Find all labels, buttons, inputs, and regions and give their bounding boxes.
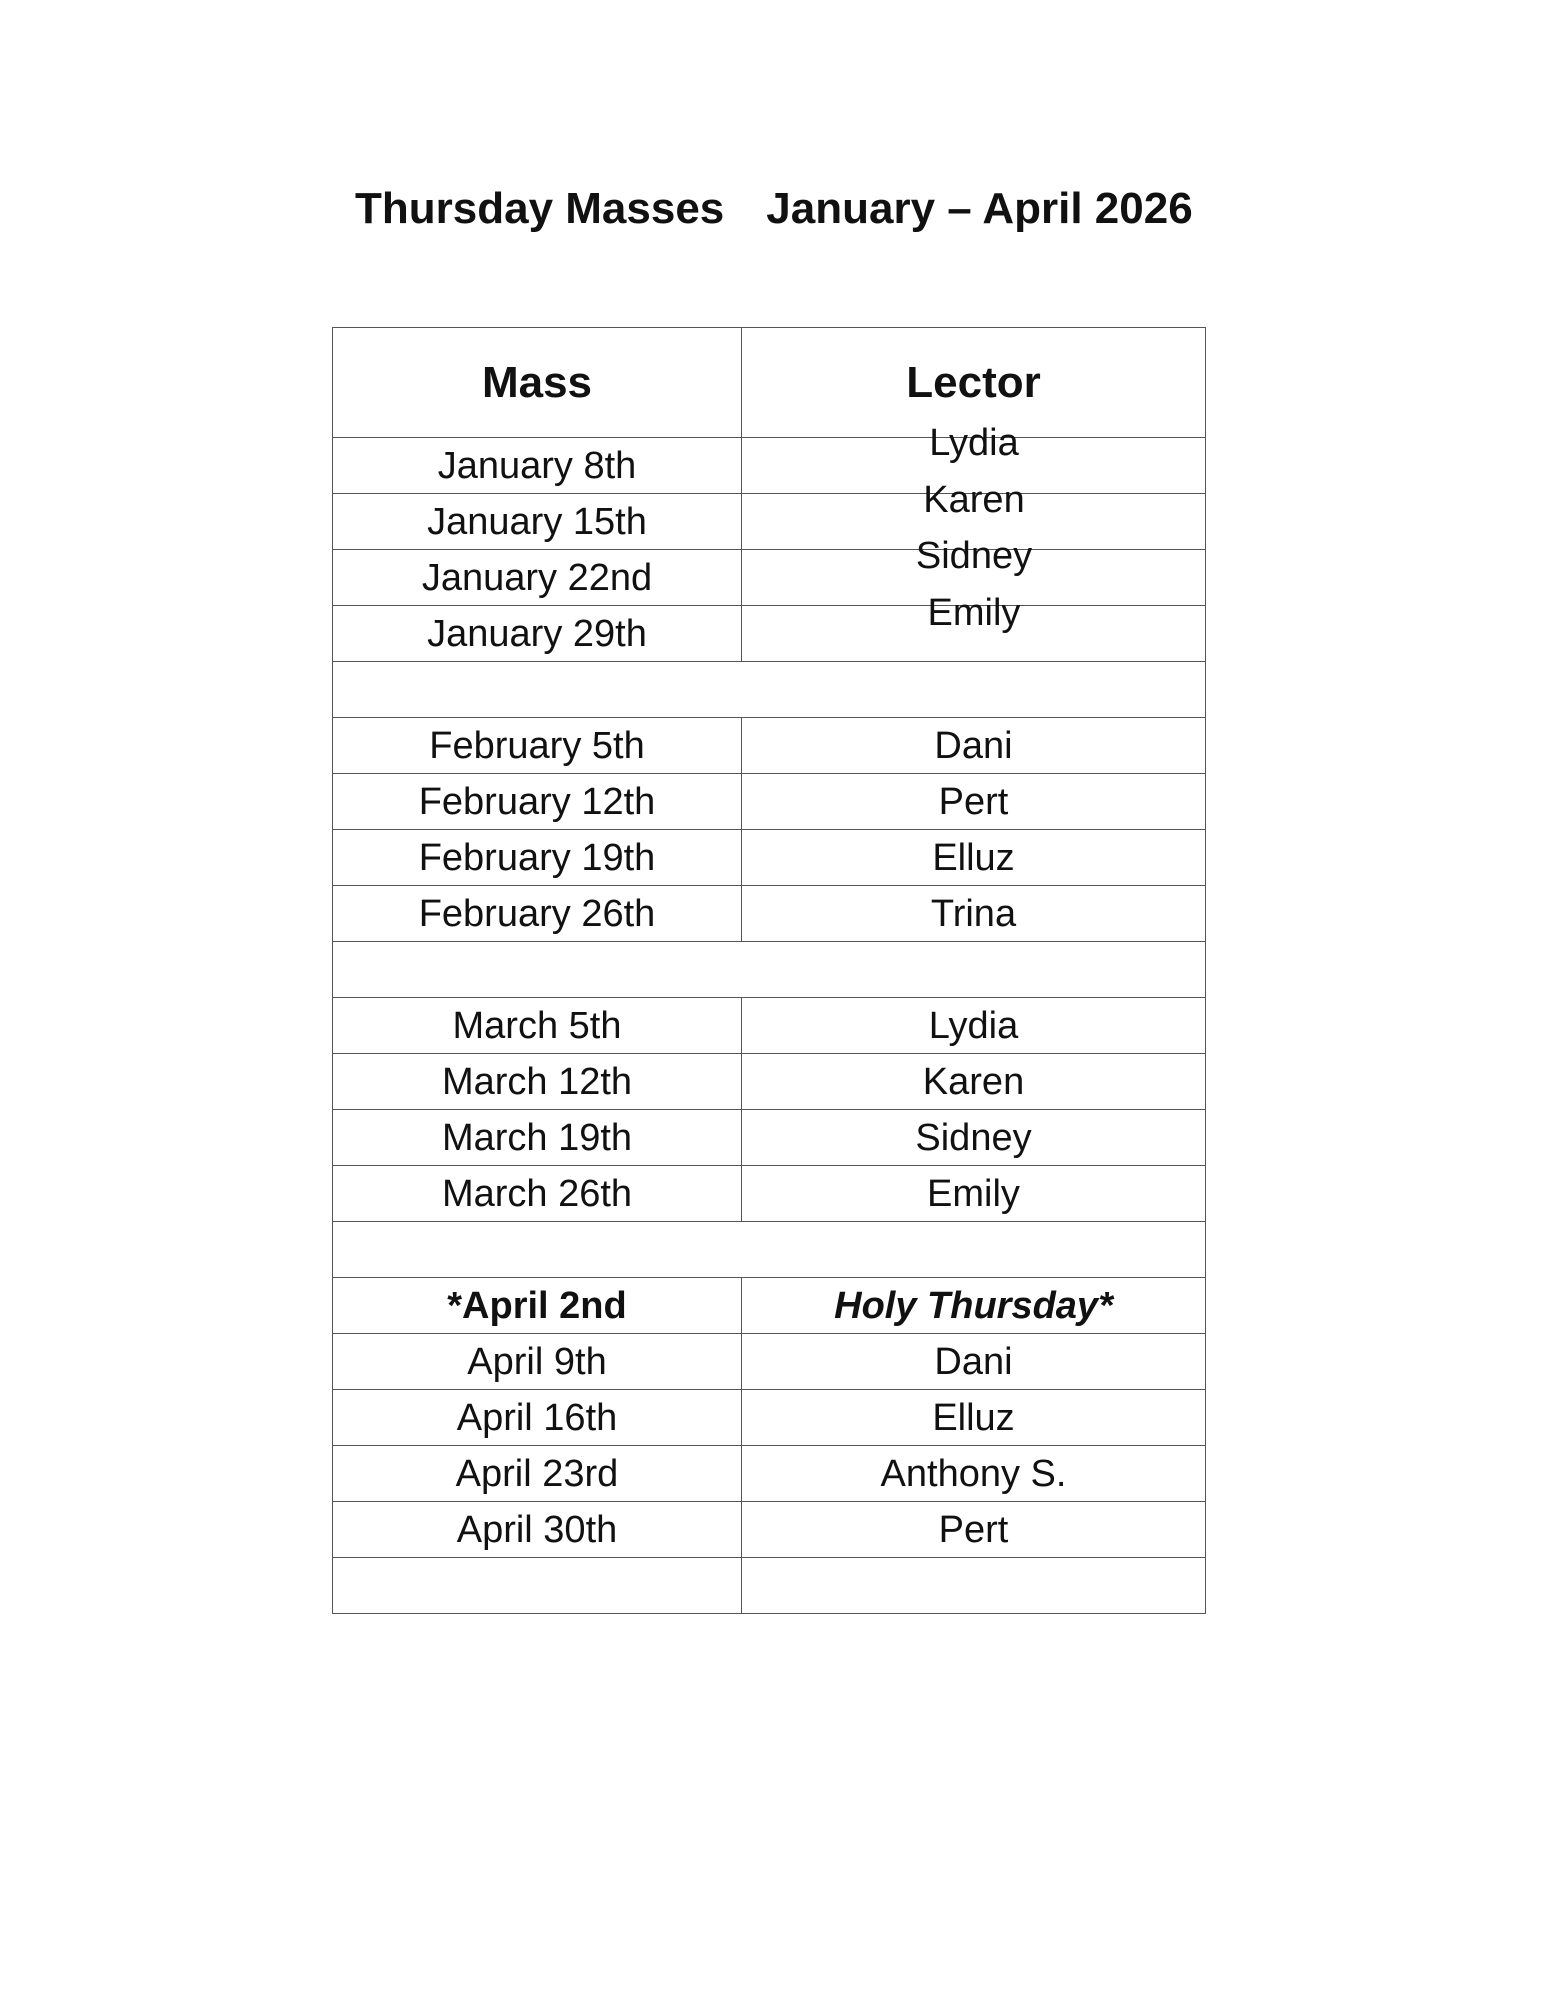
spacer-row xyxy=(333,942,1206,998)
mass-date: February 12th xyxy=(333,774,742,830)
mass-date: April 16th xyxy=(333,1390,742,1446)
lector-name: Emily xyxy=(742,1166,1206,1222)
lector-name: Trina xyxy=(742,886,1206,942)
mass-date: February 5th xyxy=(333,718,742,774)
spacer-cell xyxy=(333,662,1206,718)
lector-name: Dani xyxy=(742,1334,1206,1390)
mass-date: January 8th xyxy=(333,438,742,494)
table-row xyxy=(333,1054,1206,1110)
mass-date: March 5th xyxy=(333,998,742,1054)
lector-name: Anthony S. xyxy=(742,1446,1206,1502)
lector-name: Pert xyxy=(742,1502,1206,1558)
mass-date: March 26th xyxy=(333,1166,742,1222)
spacer-row xyxy=(333,662,1206,718)
lector-name: Lydia xyxy=(742,998,1206,1054)
table-row xyxy=(333,1166,1206,1222)
table-row xyxy=(333,1110,1206,1166)
table-row xyxy=(333,718,1206,774)
table-row xyxy=(333,1558,1206,1614)
header-mass: Mass xyxy=(333,328,742,438)
table-row xyxy=(333,1502,1206,1558)
mass-date: April 9th xyxy=(333,1334,742,1390)
lector-name: Sidney xyxy=(915,535,1033,577)
mass-date: January 22nd xyxy=(333,550,742,606)
mass-date: April 30th xyxy=(333,1502,742,1558)
mass-date: March 12th xyxy=(333,1054,742,1110)
lector-name: Karen xyxy=(742,1054,1206,1110)
mass-date: April 23rd xyxy=(333,1446,742,1502)
spacer-row xyxy=(333,1222,1206,1278)
mass-date: January 29th xyxy=(333,606,742,662)
title-left: Thursday Masses xyxy=(355,184,725,233)
table-row-holy-thursday xyxy=(333,1278,1206,1334)
january-lector-list xyxy=(742,415,1206,641)
table-row xyxy=(333,774,1206,830)
page-title xyxy=(355,184,1193,234)
table-row xyxy=(333,886,1206,942)
mass-date: March 19th xyxy=(333,1110,742,1166)
header-lector: Lector xyxy=(742,328,1206,438)
lector-name: Sidney xyxy=(742,1110,1206,1166)
mass-date: February 26th xyxy=(333,886,742,942)
lector-name: Pert xyxy=(742,774,1206,830)
mass-date: February 19th xyxy=(333,830,742,886)
table-row xyxy=(333,998,1206,1054)
mass-date xyxy=(333,1558,742,1614)
spacer-cell xyxy=(333,942,1206,998)
title-right: January – April 2026 xyxy=(766,184,1193,233)
lector-name: Dani xyxy=(742,718,1206,774)
table-row xyxy=(333,1390,1206,1446)
lector-name: Elluz xyxy=(742,1390,1206,1446)
lector-name: Karen xyxy=(923,478,1025,521)
lector-name: Lydia xyxy=(929,422,1019,464)
lector-name: Elluz xyxy=(742,830,1206,886)
lector-name: Holy Thursday* xyxy=(742,1278,1206,1334)
mass-date: *April 2nd xyxy=(333,1278,742,1334)
lector-name xyxy=(742,1558,1206,1614)
spacer-cell xyxy=(333,1222,1206,1278)
table-row xyxy=(333,1334,1206,1390)
lector-name: Emily xyxy=(927,591,1021,634)
mass-date: January 15th xyxy=(333,494,742,550)
table-row xyxy=(333,830,1206,886)
table-row xyxy=(333,1446,1206,1502)
